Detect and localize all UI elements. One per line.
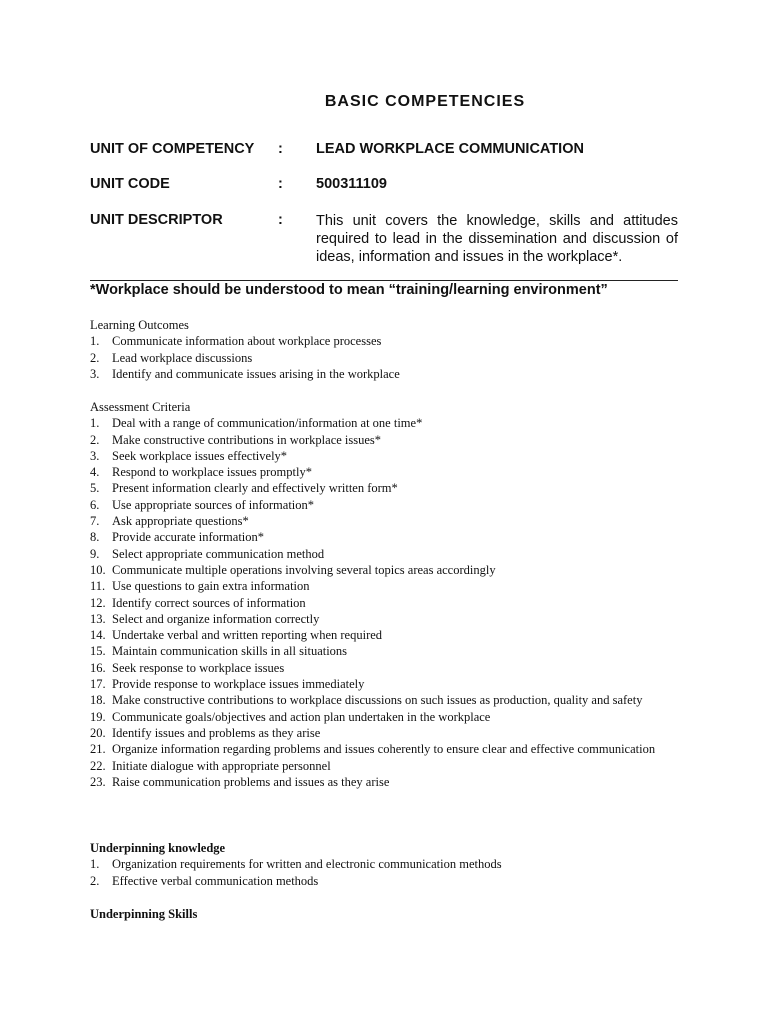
- unit-code-colon: :: [278, 176, 283, 192]
- list-item: [90, 856, 690, 872]
- list-item: [90, 415, 690, 431]
- list-item-number: 10.: [90, 562, 106, 577]
- list-item: [90, 333, 690, 349]
- list-item-number: 11.: [90, 579, 106, 594]
- list-item-text: Raise communication problems and issues as they arise: [112, 774, 390, 789]
- list-item: [90, 562, 690, 578]
- list-item: [90, 578, 690, 594]
- list-item-number: 2.: [90, 432, 100, 447]
- list-item-number: 15.: [90, 644, 106, 659]
- list-item-text: Present information clearly and effectively written form*: [112, 481, 398, 496]
- list-item: [90, 448, 690, 464]
- list-item: [90, 627, 690, 643]
- list-item-number: 1.: [90, 857, 100, 872]
- unit-descriptor-label: UNIT DESCRIPTOR: [90, 212, 223, 228]
- list-item-text: Select appropriate communication method: [112, 546, 325, 561]
- list-item-number: 13.: [90, 611, 106, 626]
- list-item: [90, 758, 690, 774]
- list-item-number: 23.: [90, 774, 106, 789]
- list-item-text: Identify and communicate issues arising in the workplace: [112, 366, 400, 381]
- list-item: [90, 513, 690, 529]
- list-item-text: Initiate dialogue with appropriate personnel: [112, 758, 331, 773]
- unit-of-competency-label: UNIT OF COMPETENCY: [90, 141, 255, 157]
- list-item-number: 1.: [90, 334, 100, 349]
- list-item-text: Respond to workplace issues promptly*: [112, 465, 312, 480]
- list-item: [90, 366, 690, 382]
- list-item-text: Effective verbal communication methods: [112, 873, 319, 888]
- list-item-number: 14.: [90, 628, 106, 643]
- list-item: [90, 725, 690, 741]
- list-item-text: Select and organize information correctly: [112, 611, 320, 626]
- list-item-text: Make constructive contributions to workplace discussions on such issues as production, quality and safety: [112, 693, 643, 708]
- list-item: [90, 529, 690, 545]
- list-item-number: 22.: [90, 758, 106, 773]
- list-item: [90, 464, 690, 480]
- list-item: [90, 676, 690, 692]
- list-item-number: 16.: [90, 660, 106, 675]
- list-item: [90, 497, 690, 513]
- list-item-text: Undertake verbal and written reporting when required: [112, 628, 383, 643]
- assessment-criteria-list: [90, 415, 690, 790]
- horizontal-divider: [90, 280, 678, 281]
- list-item-text: Provide response to workplace issues immediately: [112, 677, 365, 692]
- assessment-criteria-section: [90, 399, 690, 790]
- learning-outcomes-list: [90, 333, 690, 382]
- list-item-text: Use questions to gain extra information: [112, 579, 310, 594]
- list-item-number: 7.: [90, 514, 100, 529]
- underpinning-knowledge-list: [90, 856, 690, 889]
- list-item: [90, 873, 690, 889]
- list-item-number: 18.: [90, 693, 106, 708]
- underpinning-knowledge-section: [90, 840, 690, 889]
- list-item: [90, 709, 690, 725]
- list-item-text: Provide accurate information*: [112, 530, 265, 545]
- list-item-number: 2.: [90, 350, 100, 365]
- list-item-text: Seek workplace issues effectively*: [112, 448, 288, 463]
- list-item-number: 12.: [90, 595, 106, 610]
- unit-code-value: 500311109: [316, 176, 387, 192]
- list-item-text: Ask appropriate questions*: [112, 514, 249, 529]
- list-item: [90, 660, 690, 676]
- list-item-number: 20.: [90, 725, 106, 740]
- list-item-text: Communicate multiple operations involving several topics areas accordingly: [112, 562, 496, 577]
- list-item-number: 2.: [90, 873, 100, 888]
- list-item-number: 3.: [90, 448, 100, 463]
- list-item-number: 1.: [90, 416, 100, 431]
- unit-of-competency-colon: :: [278, 141, 283, 157]
- list-item-number: 8.: [90, 530, 100, 545]
- page-title: BASIC COMPETENCIES: [324, 93, 526, 110]
- list-item-number: 6.: [90, 497, 100, 512]
- list-item-text: Seek response to workplace issues: [112, 660, 285, 675]
- list-item-text: Identify issues and problems as they arise: [112, 725, 321, 740]
- unit-descriptor-colon: :: [278, 212, 283, 228]
- list-item: [90, 611, 690, 627]
- list-item: [90, 350, 690, 366]
- list-item-text: Communicate goals/objectives and action plan undertaken in the workplace: [112, 709, 491, 724]
- list-item: [90, 546, 690, 562]
- unit-descriptor-text: This unit covers the knowledge, skills and attitudes required to lead in the dissemination and discussion of ideas, information and issues in the workplace*.: [316, 213, 678, 265]
- list-item-text: Identify correct sources of information: [112, 595, 306, 610]
- list-item: [90, 595, 690, 611]
- list-item-number: 9.: [90, 546, 100, 561]
- list-item-number: 3.: [90, 366, 100, 381]
- list-item: [90, 774, 690, 790]
- list-item-text: Make constructive contributions in workplace issues*: [112, 432, 382, 447]
- list-item-text: Maintain communication skills in all situations: [112, 644, 348, 659]
- list-item: [90, 643, 690, 659]
- list-item-text: Deal with a range of communication/information at one time*: [112, 416, 423, 431]
- unit-code-label: UNIT CODE: [90, 176, 170, 192]
- unit-of-competency-value: LEAD WORKPLACE COMMUNICATION: [316, 141, 584, 157]
- list-item-text: Organize information regarding problems and issues coherently to ensure clear and effective communication: [112, 742, 656, 757]
- learning-outcomes-section: [90, 317, 690, 382]
- list-item-text: Communicate information about workplace processes: [112, 334, 382, 349]
- list-item-text: Organization requirements for written and electronic communication methods: [112, 857, 502, 872]
- underpinning-skills-section: [90, 906, 690, 922]
- underpinning-knowledge-heading: Underpinning knowledge: [90, 841, 226, 855]
- underpinning-skills-heading: Underpinning Skills: [90, 907, 198, 921]
- list-item-text: Use appropriate sources of information*: [112, 497, 315, 512]
- list-item-number: 5.: [90, 481, 100, 496]
- list-item-number: 21.: [90, 742, 106, 757]
- list-item: [90, 692, 690, 708]
- workplace-note: *Workplace should be understood to mean “training/learning environment”: [90, 282, 608, 298]
- list-item-number: 17.: [90, 677, 106, 692]
- assessment-criteria-heading: Assessment Criteria: [90, 400, 191, 414]
- list-item: [90, 741, 690, 757]
- list-item-number: 4.: [90, 465, 100, 480]
- learning-outcomes-heading: Learning Outcomes: [90, 318, 189, 332]
- list-item-text: Lead workplace discussions: [112, 350, 253, 365]
- list-item: [90, 480, 690, 496]
- list-item: [90, 432, 690, 448]
- list-item-number: 19.: [90, 709, 106, 724]
